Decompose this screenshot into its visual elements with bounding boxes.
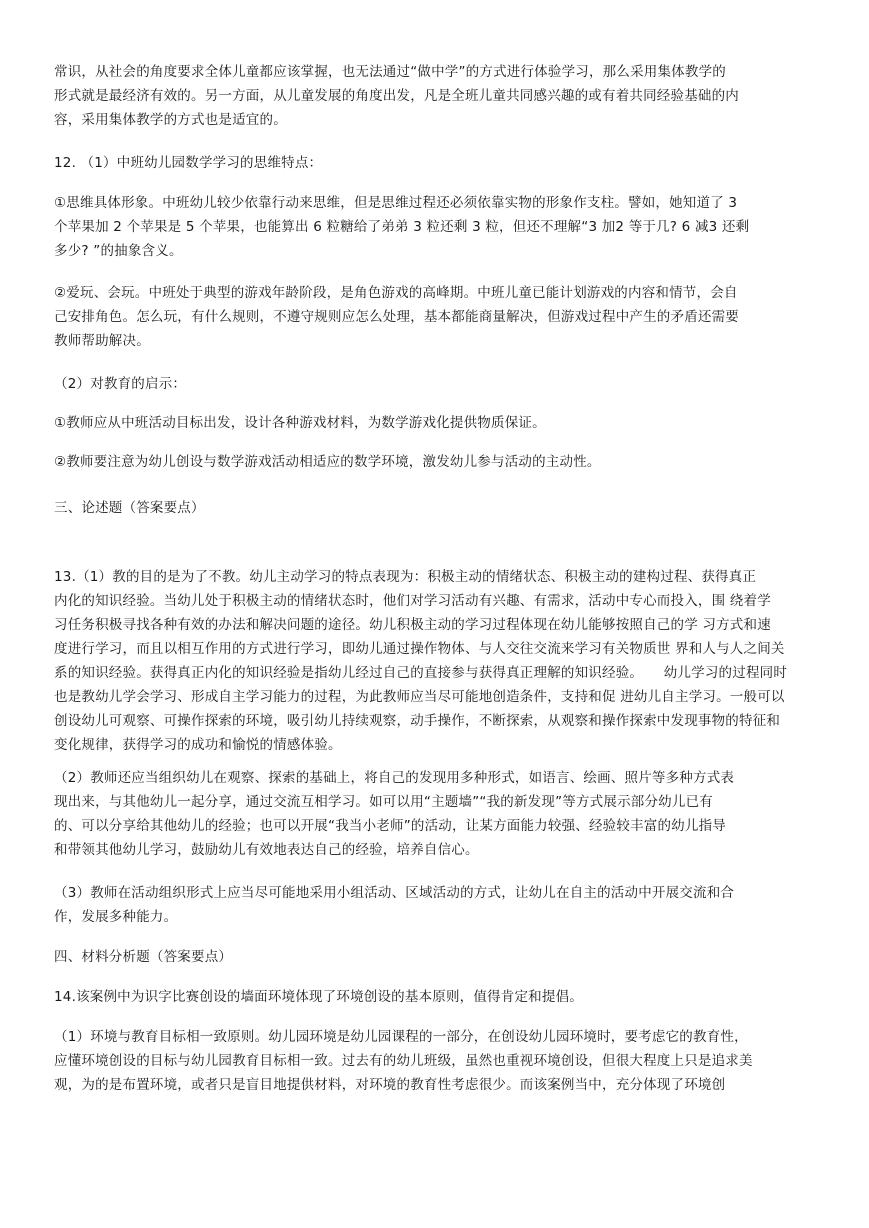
text-line: 个苹果加 2 个苹果是 5 个苹果，也能算出 6 粒糖给了弟弟 3 粒还剩 3 粒，但还不理解“3 加2 等于几? 6 减3 还剩 bbox=[54, 219, 750, 235]
paragraph-q13-part1 bbox=[54, 565, 816, 757]
text-line: 形式就是最经济有效的。另一方面，从儿童发展的角度出发，凡是全班儿童共同感兴趣的或有着共同经验基础的内 bbox=[54, 88, 739, 104]
text-line: 教师帮助解决。 bbox=[54, 333, 150, 349]
heading-q12-part2 bbox=[54, 372, 816, 396]
text-line: 创设幼儿可观察、可操作探索的环境，吸引幼儿持续观察，动手操作，不断探索，从观察和操作探索中发现事物的特征和 bbox=[54, 713, 781, 729]
section-heading-essay bbox=[54, 496, 816, 520]
paragraph-q13-part3 bbox=[54, 881, 816, 929]
text-line: 多少? ”的抽象含义。 bbox=[54, 243, 183, 259]
paragraph-intro bbox=[54, 60, 816, 132]
text-line: 14.该案例中为识字比赛创设的墙面环境体现了环境创设的基本原则，值得肯定和提倡。 bbox=[54, 989, 583, 1005]
paragraph-q14-part1 bbox=[54, 1025, 816, 1097]
text-line: 现出来，与其他幼儿一起分享，通过交流互相学习。如可以用“主题墙”“我的新发现”等方式展示部分幼儿已有 bbox=[54, 794, 713, 810]
text-line: 三、论述题（答案要点） bbox=[54, 500, 205, 516]
text-line: 也是教幼儿学会学习、形成自主学习能力的过程，为此教师应当尽可能地创造条件，支持和促 进幼儿自主学习。一般可以 bbox=[54, 689, 785, 705]
text-line: 己安排角色。怎么玩，有什么规则，不遵守规则应怎么处理，基本都能商量解决，但游戏过程中产生的矛盾还需要 bbox=[54, 309, 739, 325]
text-line: 容，采用集体教学的方式也是适宜的。 bbox=[54, 112, 287, 128]
text-line: （3）教师在活动组织形式上应当尽可能地采用小组活动、区域活动的方式，让幼儿在自主的活动中开展交流和合 bbox=[54, 885, 735, 901]
text-line: 常识，从社会的角度要求全体儿童都应该掌握，也无法通过“做中学”的方式进行体验学习，那么采用集体教学的 bbox=[54, 64, 726, 80]
paragraph-q12-point1 bbox=[54, 191, 816, 263]
text-line: 度进行学习，而且以相互作用的方式进行学习，即幼儿通过操作物体、与人交往交流来学习有关物质世 界和人与人之间关 bbox=[54, 641, 785, 657]
text-line: ①思维具体形象。中班幼儿较少依靠行动来思维，但是思维过程还必须依靠实物的形象作支柱。譬如，她知道了 3 bbox=[54, 195, 738, 211]
paragraph-q12-insight2 bbox=[54, 450, 816, 474]
text-line: 观，为的是布置环境，或者只是盲目地提供材料，对环境的教育性考虑很少。而该案例当中，充分体现了环境创 bbox=[54, 1077, 726, 1093]
text-line: 12. （1）中班幼儿园数学学习的思维特点： bbox=[54, 155, 323, 171]
text-line: （2）教师还应当组织幼儿在观察、探索的基础上，将自己的发现用多种形式，如语言、绘画、照片等多种方式表 bbox=[54, 770, 735, 786]
text-line: 13.（1）教的目的是为了不教。幼儿主动学习的特点表现为：积极主动的情绪状态、积极主动的建构过程、获得真正 bbox=[54, 569, 757, 585]
text-line: 作，发展多种能力。 bbox=[54, 909, 178, 925]
heading-q12 bbox=[54, 151, 816, 175]
text-line: 四、材料分析题（答案要点） bbox=[54, 949, 233, 965]
paragraph-q12-point2 bbox=[54, 281, 816, 353]
section-heading-analysis bbox=[54, 945, 816, 969]
text-line: ②教师要注意为幼儿创设与数学游戏活动相适应的数学环境，激发幼儿参与活动的主动性。 bbox=[54, 454, 601, 470]
paragraph-q14-intro bbox=[54, 985, 816, 1009]
text-line: （2）对教育的启示： bbox=[54, 376, 187, 392]
paragraph-q12-insight1 bbox=[54, 411, 816, 435]
text-line: （1）环境与教育目标相一致原则。幼儿园环境是幼儿园课程的一部分，在创设幼儿园环境时，要考虑它的教育性， bbox=[54, 1029, 748, 1045]
text-line: ②爱玩、会玩。中班处于典型的游戏年龄阶段，是角色游戏的高峰期。中班儿童已能计划游戏的内容和情节，会自 bbox=[54, 285, 738, 301]
text-line: 变化规律，获得学习的成功和愉悦的情感体验。 bbox=[54, 737, 342, 753]
paragraph-q13-part2 bbox=[54, 766, 816, 862]
text-line: 的、可以分享给其他幼儿的经验；也可以开展“我当小老师”的活动，让某方面能力较强、经验较丰富的幼儿指导 bbox=[54, 818, 726, 834]
text-line: 应懂环境创设的目标与幼儿园教育目标相一致。过去有的幼儿班级，虽然也重视环境创设，但很大程度上只是追求美 bbox=[54, 1053, 753, 1069]
text-line: 内化的知识经验。当幼儿处于积极主动的情绪状态时，他们对学习活动有兴趣、有需求，活动中专心而投入，围 绕着学 bbox=[54, 593, 771, 609]
text-line: 习任务积极寻找各种有效的办法和解决问题的途径。幼儿积极主动的学习过程体现在幼儿能够按照自己的学 习方式和速 bbox=[54, 617, 771, 633]
text-line: 系的知识经验。获得真正内化的知识经验是指幼儿经过自己的直接参与获得真正理解的知识经验。 幼儿学习的过程同时 bbox=[54, 665, 788, 681]
text-line: ①教师应从中班活动目标出发，设计各种游戏材料，为数学游戏化提供物质保证。 bbox=[54, 415, 546, 431]
text-line: 和带领其他幼儿学习，鼓励幼儿有效地表达自己的经验，培养自信心。 bbox=[54, 842, 479, 858]
